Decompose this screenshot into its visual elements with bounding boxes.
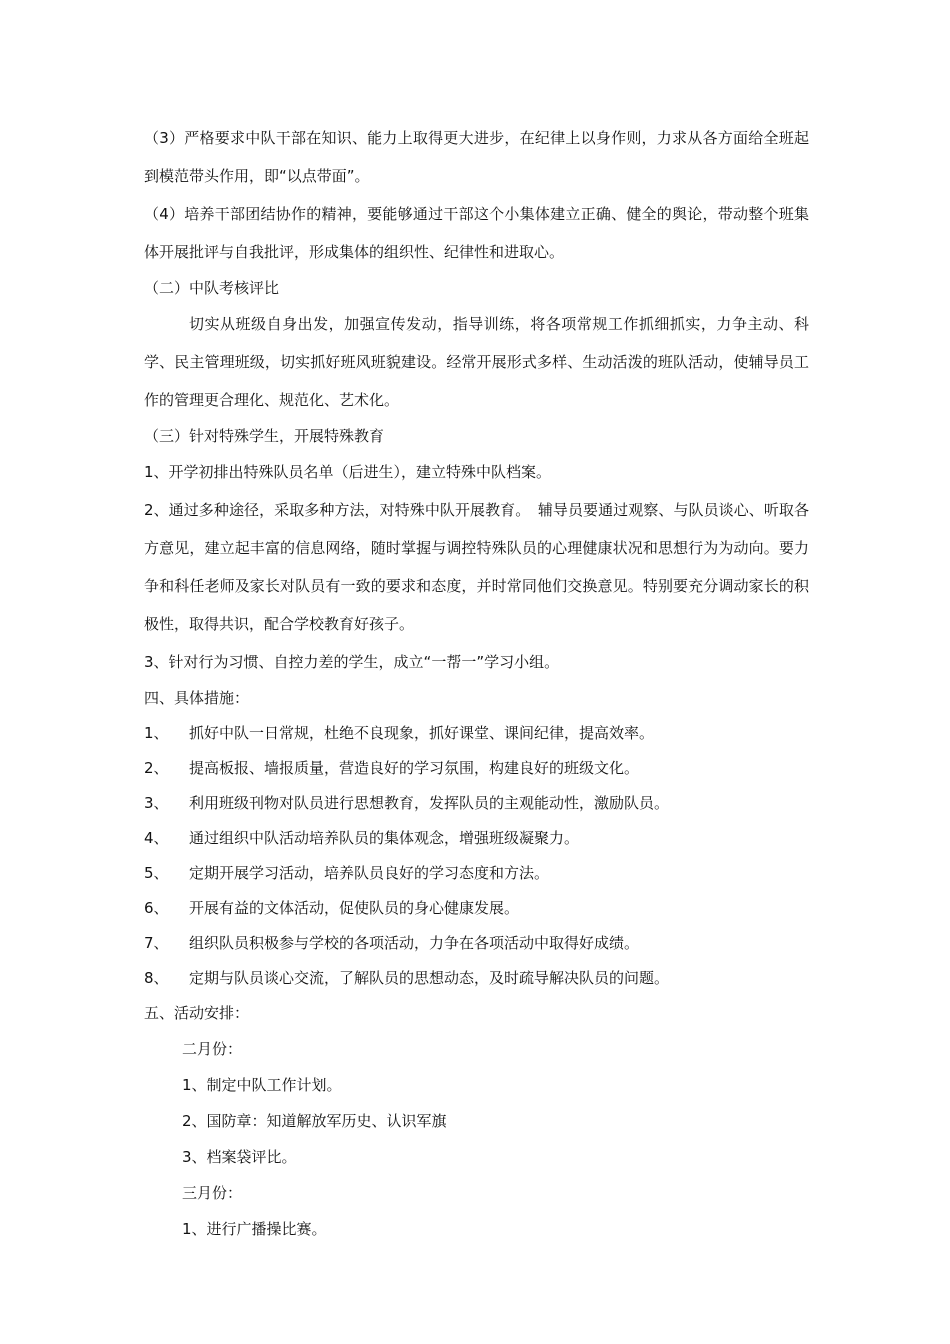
- measure-text: 利用班级刊物对队员进行思想教育，发挥队员的主观能动性，激励队员。: [189, 794, 670, 812]
- measure-item: [144, 751, 809, 786]
- measure-number: 8、: [144, 969, 169, 987]
- march-item: 1、进行广播操比赛。: [182, 1220, 327, 1238]
- february-title: 二月份：: [182, 1040, 243, 1058]
- measure-text: 定期与队员谈心交流，了解队员的思想动态，及时疏导解决队员的问题。: [189, 969, 670, 987]
- measure-number: 1、: [144, 724, 169, 742]
- measure-number: 5、: [144, 864, 169, 882]
- measure-item: [144, 891, 809, 926]
- measure-text: 通过组织中队活动培养队员的集体观念，增强班级凝聚力。: [189, 829, 580, 847]
- paragraph-cadre-unity: （4）培养干部团结协作的精神，要能够通过干部这个小集体建立正确、健全的舆论，带动整个班集体开展批评与自我批评，形成集体的组织性、纪律性和进取心。: [144, 205, 809, 261]
- section-2-title: （二）中队考核评比: [144, 279, 280, 297]
- measure-number: 4、: [144, 829, 169, 847]
- section-3-item: 1、开学初排出特殊队员名单（后进生），建立特殊中队档案。: [144, 463, 552, 481]
- measure-item: [144, 961, 809, 996]
- measure-text: 定期开展学习活动，培养队员良好的学习态度和方法。: [189, 864, 550, 882]
- measure-text: 抓好中队一日常规，杜绝不良现象，抓好课堂、课间纪律，提高效率。: [189, 724, 655, 742]
- measure-text: 提高板报、墙报质量，营造良好的学习氛围，构建良好的班级文化。: [189, 759, 640, 777]
- measure-number: 6、: [144, 899, 169, 917]
- measure-number: 2、: [144, 759, 169, 777]
- section-2-body: 切实从班级自身出发，加强宣传发动，指导训练，将各项常规工作抓细抓实，力争主动、科学、民主管理班级，切实抓好班风班貌建设。经常开展形式多样、生动活泼的班队活动，使辅导员工作的管理更合理化、规范化、艺术化。: [144, 315, 809, 409]
- measure-item: [144, 856, 809, 891]
- activities-title: 五、活动安排：: [144, 1004, 250, 1022]
- february-item: 1、制定中队工作计划。: [182, 1076, 342, 1094]
- measure-text: 开展有益的文体活动，促使队员的身心健康发展。: [189, 899, 520, 917]
- february-item: 2、国防章：知道解放军历史、认识军旗: [182, 1112, 447, 1130]
- measures-title: 四、具体措施：: [144, 689, 250, 707]
- paragraph-cadre-requirements: （3）严格要求中队干部在知识、能力上取得更大进步，在纪律上以身作则，力求从各方面给全班起到模范带头作用，即“以点带面”。: [144, 129, 809, 185]
- section-3-item: 2、通过多种途径，采取多种方法，对特殊中队开展教育。 辅导员要通过观察、与队员谈心、听取各方意见，建立起丰富的信息网络，随时掌握与调控特殊队员的心理健康状况和思想行为为动向。要力争和科任老师及家长对队员有一致的要求和态度，并时常同他们交换意见。特别要充分调动家长的积极性，取得共识，配合学校教育好孩子。: [144, 501, 809, 633]
- measure-number: 3、: [144, 794, 169, 812]
- measure-item: [144, 786, 809, 821]
- march-title: 三月份：: [182, 1184, 243, 1202]
- section-3-item: 3、针对行为习惯、自控力差的学生，成立“一帮一”学习小组。: [144, 653, 560, 671]
- february-item: 3、档案袋评比。: [182, 1148, 297, 1166]
- measure-item: [144, 926, 809, 961]
- measure-text: 组织队员积极参与学校的各项活动，力争在各项活动中取得好成绩。: [189, 934, 640, 952]
- measure-item: [144, 716, 809, 751]
- section-3-title: （三）针对特殊学生，开展特殊教育: [144, 427, 385, 445]
- measure-number: 7、: [144, 934, 169, 952]
- measure-item: [144, 821, 809, 856]
- document-body: [144, 119, 809, 1247]
